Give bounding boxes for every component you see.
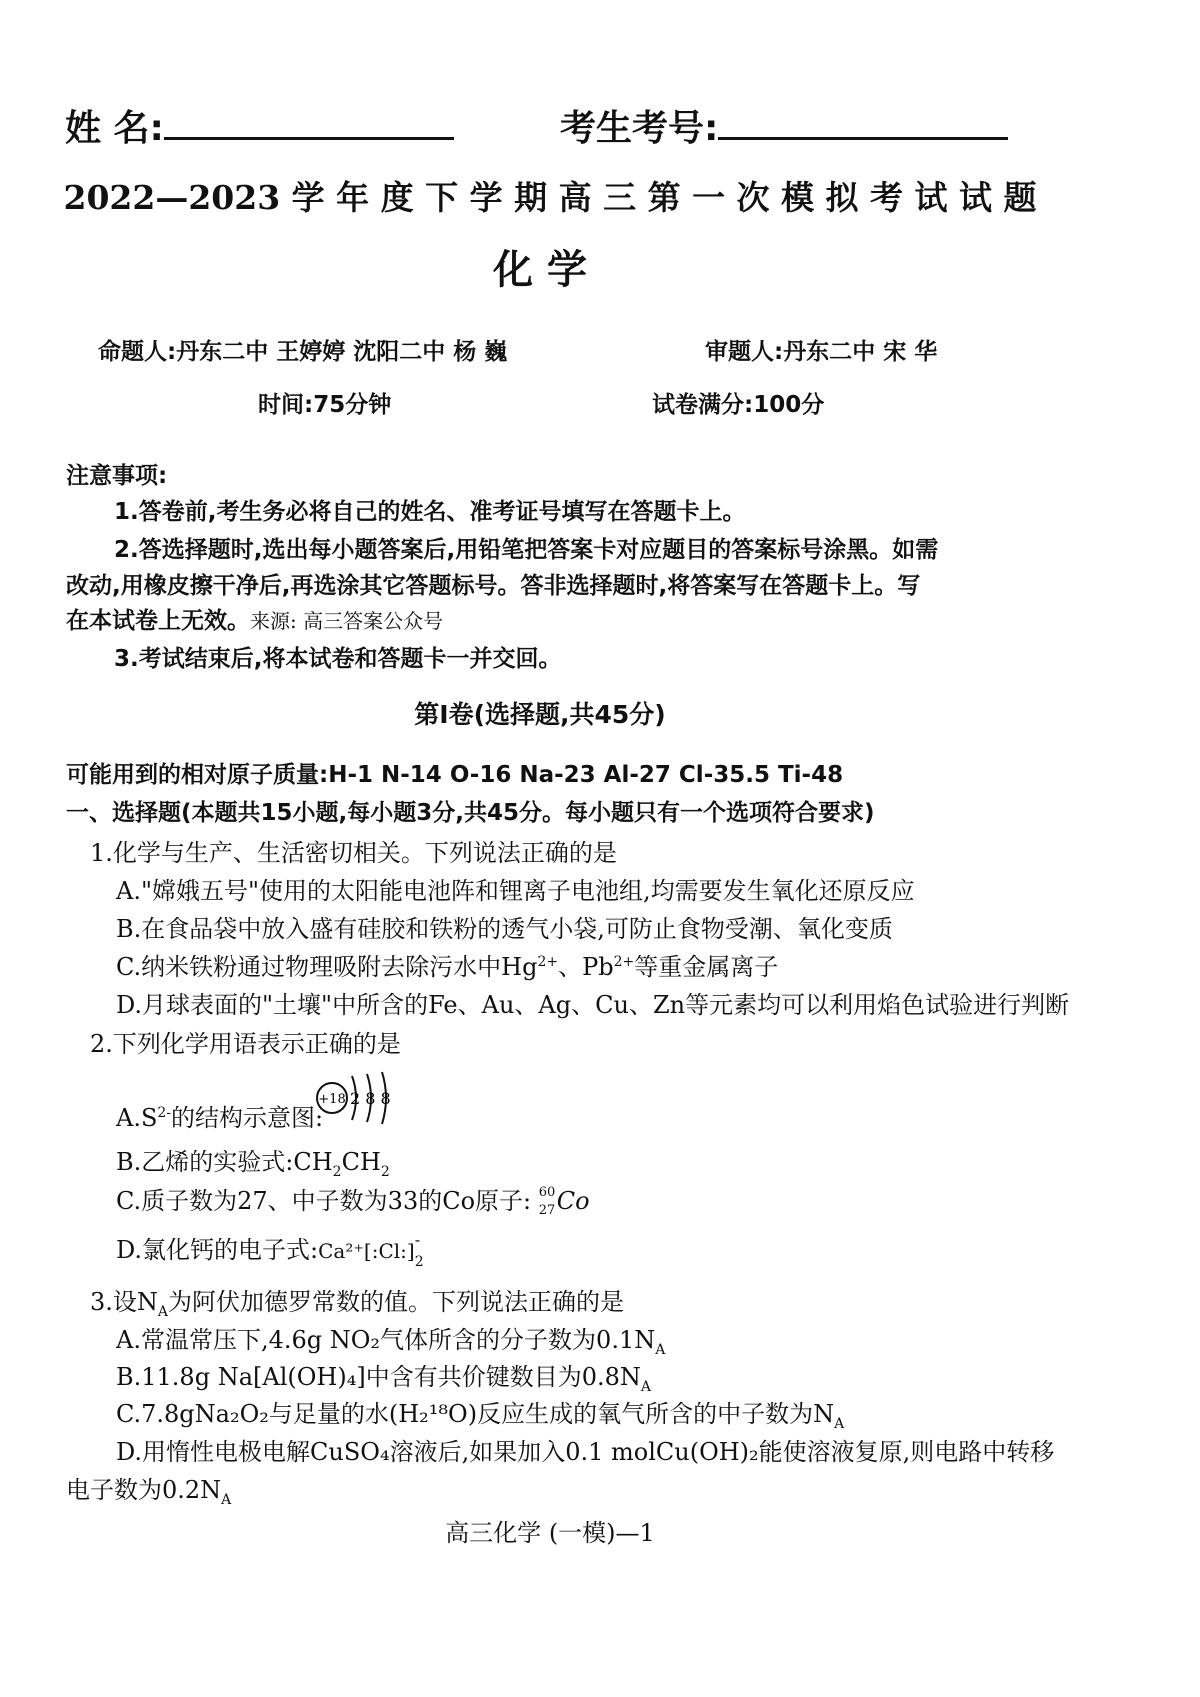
subject-title: 化 学 [493,247,587,293]
q3-option-d-line-1: D.用惰性电极电解CuSO₄溶液后,如果加入0.1 molCu(OH)₂能使溶液复原,则电路中转移 [116,1438,1055,1466]
q3-option-d-line-2 [66,1470,231,1508]
q1-c-charge-1: 2+ [537,954,559,970]
reviewer-info: 审题人:丹东二中 宋 华 [705,339,938,365]
q2-c-text: C.质子数为27、中子数为33的Co原子: [116,1187,532,1215]
q3-b-text: B.11.8g Na[Al(OH)₄]中含有共价键数目为0.8N [116,1363,641,1391]
q2-d-scripts [414,1229,429,1270]
note-item-2-line-3: 在本试卷上无效。 [66,608,250,634]
q3-c-text: C.7.8gNa₂O₂与足量的水(H₂¹⁸O)反应生成的氧气所含的中子数为N [116,1400,835,1428]
nucleus-charge: +18 [318,1092,346,1107]
q3-d-text: 电子数为0.2N [66,1476,222,1504]
q3-option-b [116,1357,651,1395]
atomic-masses: 可能用到的相对原子质量:H-1 N-14 O-16 Na-23 Al-27 Cl-35.5 Ti-48 [66,762,844,788]
q2-option-a [116,1098,323,1133]
note-item-2-line-3-wrap [66,602,443,635]
note-item-2-line-1: 2.答选择题时,选出每小题答案后,用铅笔把答案卡对应题目的答案标号涂黑。如需 [114,537,939,563]
q3-a-sub: A [655,1341,666,1358]
composer-info: 命题人:丹东二中 王婷婷 沈阳二中 杨 巍 [98,339,508,365]
q1-option-b: B.在食品袋中放入盛有硅胶和铁粉的透气小袋,可防止食物受潮、氧化变质 [116,915,893,943]
shell-electrons: 2 8 8 [350,1089,391,1108]
q2-c-atomic-number: 27 [538,1202,556,1218]
q1-option-a: A."嫦娥五号"使用的太阳能电池阵和锂离子电池组,均需要发生氧化还原反应 [116,877,915,905]
name-blank[interactable] [164,137,454,140]
exam-number-label: 考生考号: [560,108,719,149]
q3-a-text: A.常温常压下,4.6g NO₂气体所含的分子数为0.1N [116,1326,656,1354]
notes-heading: 注意事项: [66,463,168,489]
q3-d-sub: A [221,1491,232,1508]
full-score: 试卷满分:100分 [652,392,825,418]
q2-stem: 2.下列化学用语表示正确的是 [90,1030,401,1058]
q2-b-sub-1: 2 [332,1163,342,1180]
q2-d-subscript: 2 [414,1253,424,1270]
q1-c-charge-2: 2+ [613,954,635,970]
exam-number-blank[interactable] [718,137,1008,140]
q2-option-c [116,1181,590,1216]
q2-option-b [116,1142,390,1180]
q3-stem-text-1: 3.设N [90,1288,158,1316]
q2-option-d [116,1229,429,1270]
q2-d-formula: Ca²⁺[:Cl:] [318,1239,415,1263]
q2-b-text-2: CH [341,1148,381,1176]
q1-c-text-1: C.纳米铁粉通过物理吸附去除污水中Hg [116,953,538,981]
exam-time: 时间:75分钟 [258,392,392,418]
q1-stem: 1.化学与生产、生活密切相关。下列说法正确的是 [90,839,617,867]
q3-stem-text-2: 为阿伏加德罗常数的值。下列说法正确的是 [168,1288,625,1316]
page-footer: 高三化学 (一模)—1 [445,1519,655,1547]
section-1-title: 第Ⅰ卷(选择题,共45分) [414,700,666,729]
q2-b-sub-2: 2 [380,1163,390,1180]
source-watermark: 来源: 高三答案公众号 [250,609,444,633]
name-field [65,100,454,151]
note-item-2-line-2: 改动,用橡皮擦干净后,再选涂其它答题标号。答非选择题时,将答案写在答题卡上。写 [66,573,921,599]
q2-b-text-1: B.乙烯的实验式:CH [116,1148,333,1176]
q2-c-nuclide-numbers [538,1184,557,1218]
note-item-3: 3.考试结束后,将本试卷和答题卡一并交回。 [114,646,562,672]
q3-option-a [116,1320,665,1358]
q2-a-charge: 2- [157,1105,172,1121]
q2-a-text-1: A.S [116,1104,158,1132]
q1-c-text-2: 、Pb [558,953,614,981]
q2-d-text: D.氯化钙的电子式: [116,1236,319,1264]
sulfide-ion-structure-diagram [312,1066,402,1128]
q3-stem-sub: A [157,1303,169,1320]
q2-d-charge: - [414,1229,421,1249]
q3-stem [90,1282,624,1320]
q2-a-text-2: 的结构示意图: [171,1104,324,1132]
exam-title: 2022—2023 学 年 度 下 学 期 高 三 第 一 次 模 拟 考 试 试 题 [63,178,1037,217]
exam-number-field [560,100,1008,151]
name-label: 姓 名: [65,108,164,149]
choice-instructions: 一、选择题(本题共15小题,每小题3分,共45分。每小题只有一个选项符合要求) [66,800,875,826]
q3-option-c [116,1394,844,1432]
q1-option-d: D.月球表面的"土壤"中所含的Fe、Au、Ag、Cu、Zn等元素均可以利用焰色试验进行判断 [116,991,1070,1019]
q2-c-mass-number: 60 [538,1184,556,1200]
q2-c-symbol: Co [556,1187,590,1215]
q3-c-sub: A [834,1415,845,1432]
q1-option-c [116,947,778,982]
q3-b-sub: A [640,1378,651,1395]
q1-c-text-3: 等重金属离子 [634,953,779,981]
note-item-1: 1.答卷前,考生务必将自己的姓名、准考证号填写在答题卡上。 [114,499,746,525]
